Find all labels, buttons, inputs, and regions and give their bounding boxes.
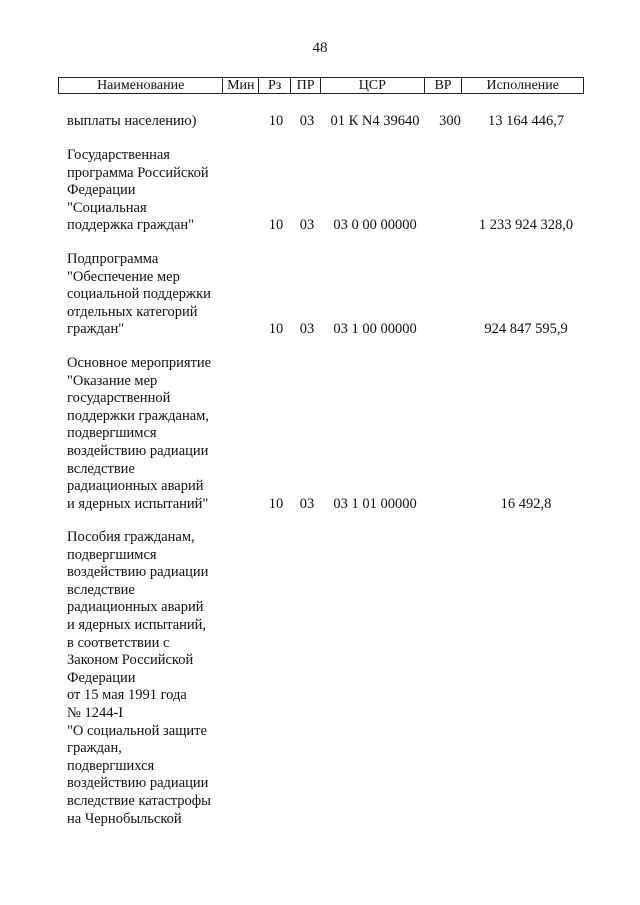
row-rz: 10 bbox=[268, 217, 284, 234]
table-header bbox=[58, 77, 584, 94]
row-rz: 10 bbox=[268, 321, 284, 338]
header-name: Наименование bbox=[59, 78, 223, 93]
row-name: Основное мероприятие "Оказание мер государственной поддержки гражданам, подвергшимся воздействию радиации вследствие радиационных аварий и ядерных испытаний" bbox=[67, 355, 212, 512]
table-row bbox=[0, 355, 640, 514]
row-pr: 03 bbox=[299, 321, 315, 338]
row-name: Государственная программа Российской Федерации "Социальная поддержка граждан" bbox=[67, 147, 209, 234]
header-exec: Исполнение bbox=[486, 78, 559, 93]
header-min: Мин bbox=[223, 78, 259, 93]
row-exec: 13 164 446,7 bbox=[487, 113, 565, 130]
row-csr: 03 1 01 00000 bbox=[333, 496, 417, 513]
row-name: выплаты населению) bbox=[67, 113, 197, 129]
table-row bbox=[0, 147, 640, 235]
header-pr: ПР bbox=[291, 78, 321, 93]
row-rz: 10 bbox=[268, 496, 284, 513]
row-name: Пособия гражданам, подвергшимся воздействию радиации вследствие радиационных аварий и ядерных испытаний, в соответствии с Законом Российской Федерации от 15 мая 1991 года № 1244-I "О социальной защите граждан, подвергшихся воздействию радиации вследствие катастрофы на Чернобыльской bbox=[67, 529, 211, 827]
row-exec: 924 847 595,9 bbox=[484, 321, 568, 338]
row-exec: 1 233 924 328,0 bbox=[478, 217, 574, 234]
row-pr: 03 bbox=[299, 496, 315, 513]
row-pr: 03 bbox=[299, 113, 315, 130]
row-csr: 03 1 00 00000 bbox=[333, 321, 417, 338]
row-exec: 16 492,8 bbox=[500, 496, 552, 513]
table-row bbox=[0, 529, 640, 829]
row-pr: 03 bbox=[299, 217, 315, 234]
header-rz: Рз bbox=[259, 78, 291, 93]
table-row bbox=[0, 251, 640, 339]
header-csr: ЦСР bbox=[321, 78, 425, 93]
header-vr: ВР bbox=[425, 78, 463, 93]
row-vr: 300 bbox=[439, 113, 461, 130]
row-name: Подпрограмма "Обеспечение мер социальной поддержки отдельных категорий граждан" bbox=[67, 251, 211, 338]
row-csr: 03 0 00 00000 bbox=[333, 217, 417, 234]
row-rz: 10 bbox=[268, 113, 284, 130]
table-row bbox=[0, 113, 640, 131]
row-csr: 01 К N4 39640 bbox=[330, 113, 420, 130]
page-number: 48 bbox=[312, 40, 328, 56]
